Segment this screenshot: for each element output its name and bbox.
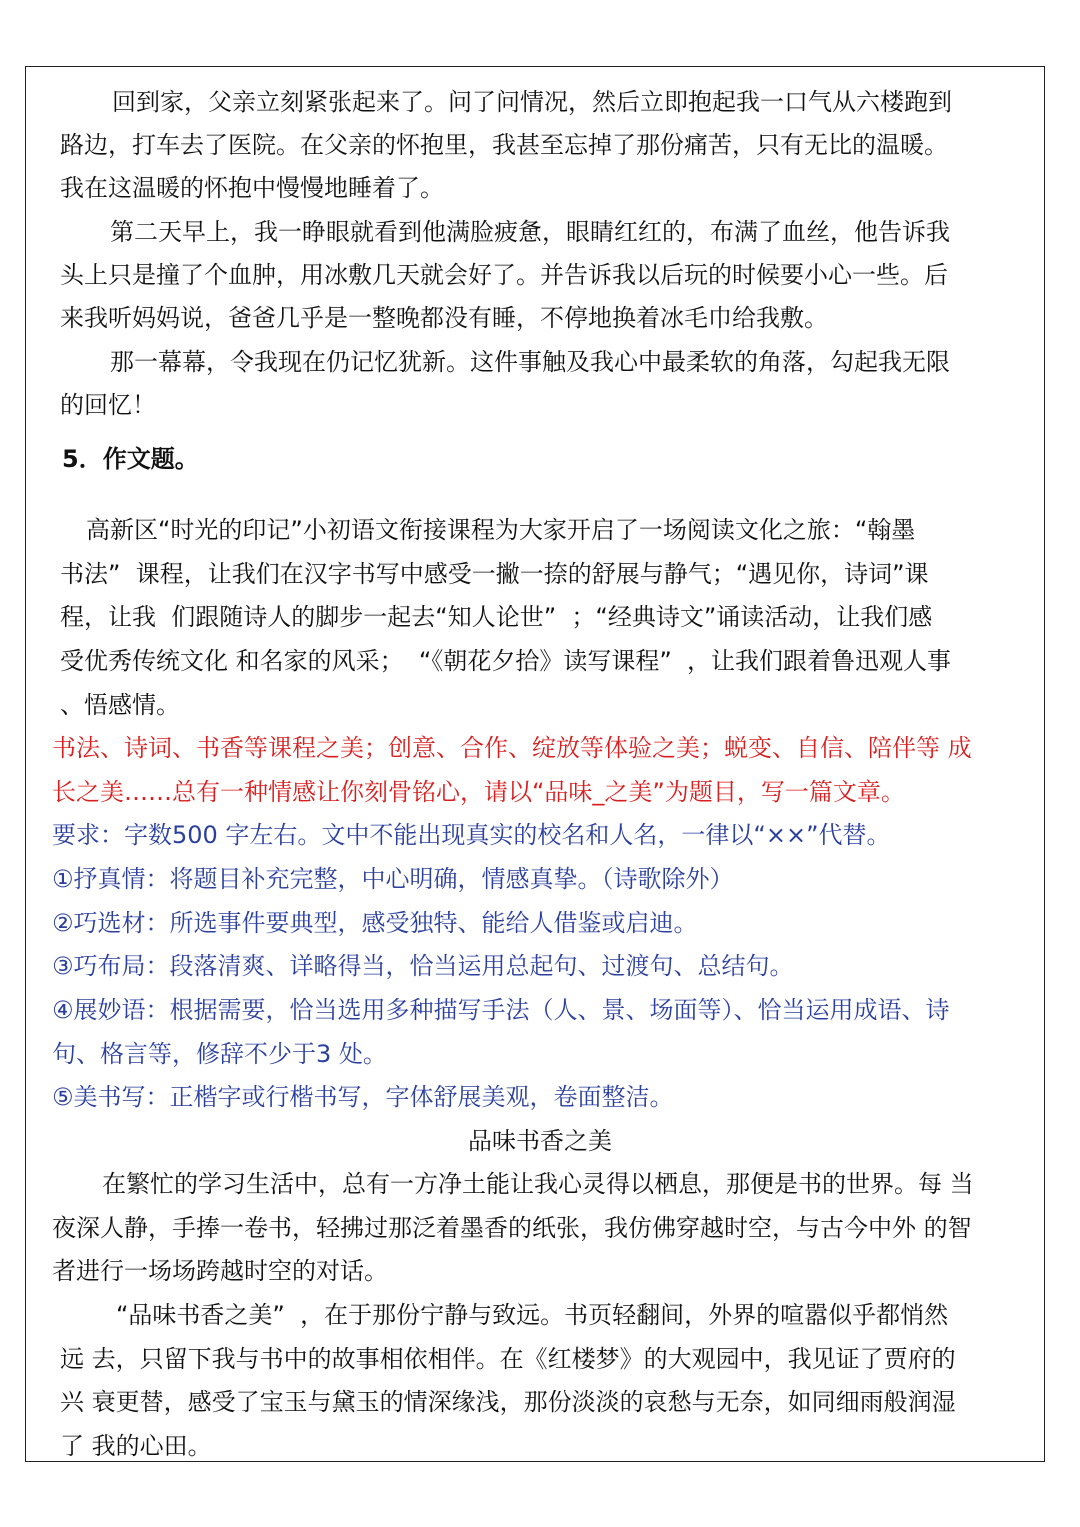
question-heading: 5．作文题。 bbox=[62, 445, 199, 473]
intro-line: 书法” 课程，让我们在汉字书写中感受一撇一捺的舒展与静气；“遇见你，诗词”课 bbox=[60, 560, 929, 588]
essay-line: “品味书香之美” ，在于那份宁静与致远。书页轻翻间，外界的喧嚣似乎都悄然 bbox=[116, 1301, 949, 1329]
intro-line: 程，让我 们跟随诗人的脚步一起去“知人论世” ；“经典诗文”诵读活动，让我们感 bbox=[60, 603, 933, 631]
requirement-line: ③巧布局：段落清爽、详略得当，恰当运用总起句、过渡句、总结句。 bbox=[52, 952, 794, 980]
intro-line: 受优秀传统文化 和名家的风采； “《朝花夕拾》读写课程” ，让我们跟着鲁迅观人事 bbox=[60, 647, 952, 675]
requirement-line: ④展妙语：根据需要，恰当选用多种描写手法（人、景、场面等）、恰当运用成语、诗 bbox=[52, 996, 950, 1024]
passage-line: 我在这温暖的怀抱中慢慢地睡着了。 bbox=[60, 174, 444, 202]
intro-line: 、悟感情。 bbox=[60, 691, 180, 719]
intro-line: 高新区“时光的印记”小初语文衔接课程为大家开启了一场阅读文化之旅：“翰墨 bbox=[86, 516, 916, 544]
passage-line: 路边，打车去了医院。在父亲的怀抱里，我甚至忘掉了那份痛苦，只有无比的温暖。 bbox=[60, 131, 948, 159]
passage-line: 第二天早上，我一睁眼就看到他满脸疲惫，眼睛红红的，布满了血丝，他告诉我 bbox=[110, 218, 950, 246]
essay-line: 兴 衰更替，感受了宝玉与黛玉的情深缘浅，那份淡淡的哀愁与无奈，如同细雨般润湿 bbox=[60, 1388, 956, 1416]
essay-line: 者进行一场场跨越时空的对话。 bbox=[52, 1257, 388, 1285]
passage-line: 回到家，父亲立刻紧张起来了。问了问情况，然后立即抱起我一口气从六楼跑到 bbox=[112, 88, 952, 116]
essay-line: 远 去，只留下我与书中的故事相依相伴。在《红楼梦》的大观园中，我见证了贾府的 bbox=[60, 1345, 956, 1373]
passage-line: 的回忆！ bbox=[60, 391, 156, 419]
requirement-line: 句、格言等，修辞不少于3 处。 bbox=[52, 1040, 387, 1068]
requirement-line: 要求：字数500 字左右。文中不能出现真实的校名和人名，一律以“××”代替。 bbox=[52, 821, 891, 849]
essay-line: 了 我的心田。 bbox=[60, 1432, 212, 1460]
passage-line: 那一幕幕，令我现在仍记忆犹新。这件事触及我心中最柔软的角落，勾起我无限 bbox=[110, 348, 950, 376]
passage-line: 头上只是撞了个血肿，用冰敷几天就会好了。并告诉我以后玩的时候要小心一些。后 bbox=[60, 261, 948, 289]
prompt-line: 书法、诗词、书香等课程之美；创意、合作、绽放等体验之美；蜕变、自信、陪伴等 成 bbox=[52, 734, 972, 762]
essay-line: 夜深人静，手捧一卷书，轻拂过那泛着墨香的纸张，我仿佛穿越时空，与古今中外 的智 bbox=[52, 1214, 972, 1242]
essay-line: 在繁忙的学习生活中，总有一方净土能让我心灵得以栖息，那便是书的世界。每 当 bbox=[102, 1170, 974, 1198]
prompt-line: 长之美……总有一种情感让你刻骨铭心，请以“品味_之美”为题目，写一篇文章。 bbox=[52, 778, 905, 806]
essay-title: 品味书香之美 bbox=[468, 1127, 612, 1155]
passage-line: 来我听妈妈说，爸爸几乎是一整晚都没有睡，不停地换着冰毛巾给我敷。 bbox=[60, 304, 828, 332]
requirement-line: ⑤美书写：正楷字或行楷书写，字体舒展美观，卷面整洁。 bbox=[52, 1083, 674, 1111]
requirement-line: ②巧选材：所选事件要典型，感受独特、能给人借鉴或启迪。 bbox=[52, 909, 698, 937]
requirement-line: ①抒真情：将题目补充完整，中心明确，情感真挚。（诗歌除外） bbox=[52, 865, 734, 893]
